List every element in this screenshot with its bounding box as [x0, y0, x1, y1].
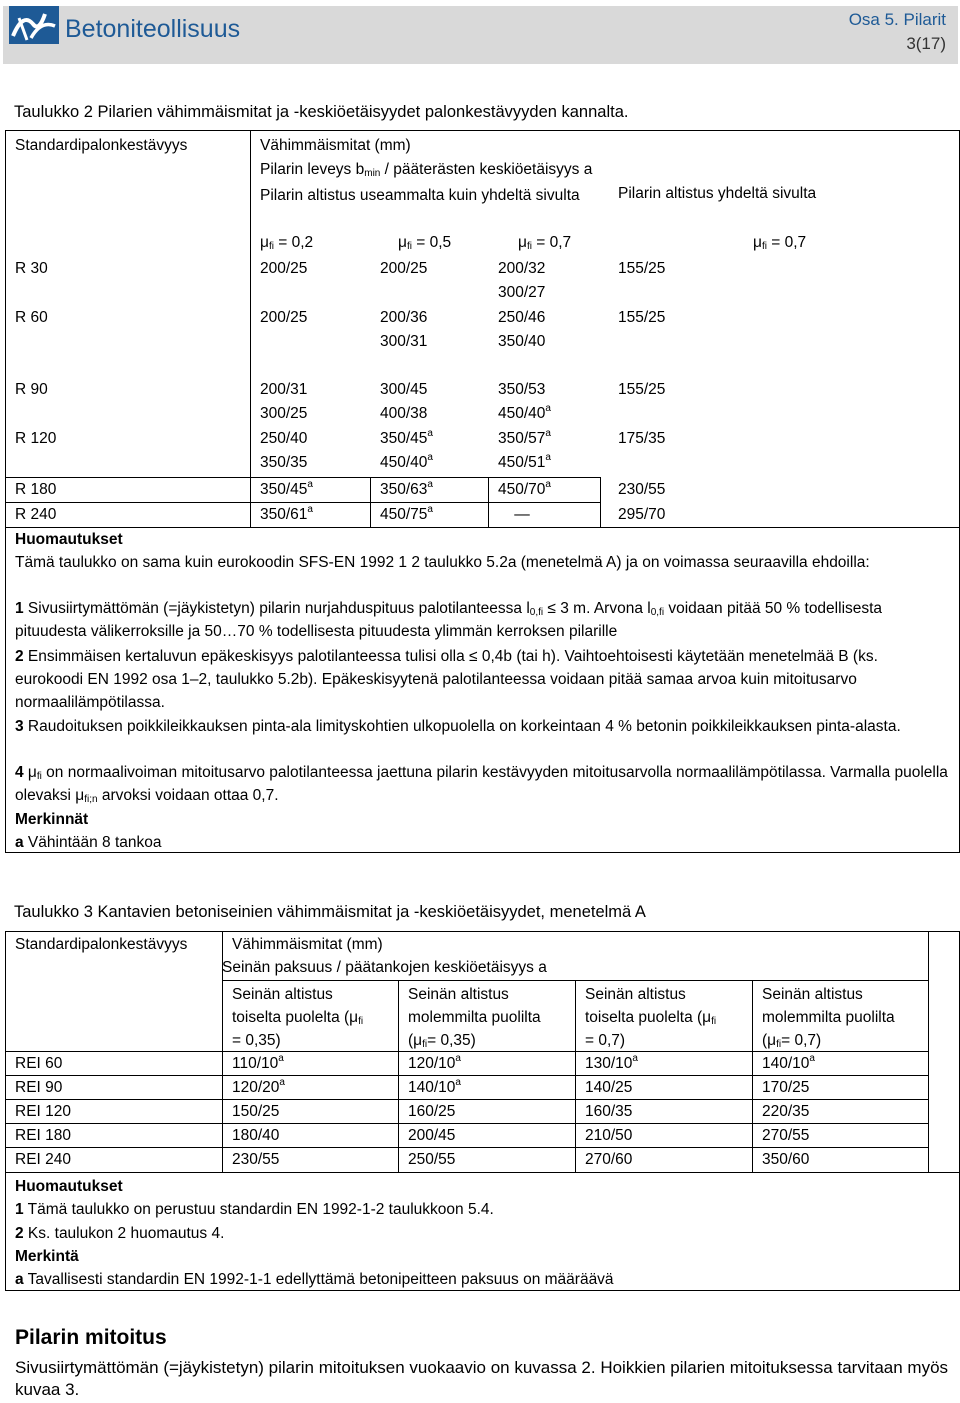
table3-cell: 170/25	[762, 1079, 810, 1096]
table3-row-label: REI 180	[15, 1127, 72, 1144]
brand-name: Betoniteollisuus	[65, 15, 241, 43]
table3-cell: 120/20$^a$	[232, 1077, 285, 1096]
table2-cell: 450/51$^a$	[498, 452, 551, 471]
table2-cell: 300/27	[498, 284, 546, 301]
table3-header-col3: Seinän altistus toiselta puolelta ($\mu_{fi}$ = 0,7)	[585, 986, 717, 1049]
table2-row-label: R 30	[15, 260, 48, 277]
table2-note-2: 2 Ensimmäisen kertaluvun epäkeskisyys palotilanteessa tulisi olla ≤ 0,4b (tai h). Vaihtoehtoisesti käytetään menetelmää B (ks. eurokoodi EN 1992 osa 1–2, taulukko 5.2b). Epäkeskisyytenä palotilanteessa voidaan pitää samaa arvoa kuin mitoitusarvo normaalilämpötilassa.	[15, 648, 878, 711]
table3-header-wall: Seinän paksuus / päätankojen keskiöetäisyys a	[222, 959, 547, 976]
table3-cell: 110/10$^a$	[232, 1053, 284, 1072]
table3-cell: 140/10$^a$	[762, 1053, 815, 1072]
table2-cell: 450/75$^a$	[380, 504, 433, 523]
table2-header-multi: Pilarin altistus useammalta kuin yhdeltä sivulta	[260, 187, 580, 204]
table2-header-single: Pilarin altistus yhdeltä sivulta	[618, 185, 817, 202]
table2-cell: 350/45$^a$	[260, 479, 313, 498]
table2-col-standard: Standardipalonkestävyys	[15, 137, 188, 154]
table3-header-col1: Seinän altistus toiselta puolelta ($\mu_{fi}$ = 0,35)	[232, 986, 364, 1049]
table2-row-label: R 240	[15, 506, 57, 523]
page-number: 3(17)	[906, 34, 946, 53]
table3-header-col2: Seinän altistus molemmilta puolilta $(\mu_{fi}= 0,35)$	[408, 986, 541, 1050]
table2-cell: 250/46	[498, 309, 546, 326]
table2-cell: 450/40$^a$	[498, 403, 551, 422]
table3-cell: 140/10$^a$	[408, 1077, 461, 1096]
table2-cell: 300/31	[380, 333, 428, 350]
table3-row-label: REI 60	[15, 1055, 63, 1072]
table2-note-1: 1 Sivusiirtymättömän (=jäykistetyn) pilarin nurjahduspituus palotilanteessa $l_{0,fi} \le 3$ m. Arvona $l_{0,fi}$ voidaan pitää 50 % todellisesta pituudesta välikerroksille ja 50…70 % todellisesta pituudesta ylimmän kerroksen pilarille	[15, 600, 883, 640]
table2-caption: Taulukko 2 Pilarien vähimmäismitat ja -keskiöetäisyydet palonkestävyyden kannalta.	[14, 103, 629, 121]
table2-note-intro: Tämä taulukko on sama kuin eurokoodin SFS-EN 1992 1 2 taulukko 5.2a (menetelmä A) ja on voimassa seuraavilla ehdoilla:	[15, 554, 870, 571]
table2-row-label: R 60	[15, 309, 48, 326]
table2	[5, 130, 960, 853]
section-heading: Pilarin mitoitus	[15, 1326, 167, 1349]
table2-cell: 450/40$^a$	[380, 452, 433, 471]
table2-mu-1: $\mu_{fi} = 0,2$	[260, 234, 314, 252]
table2-row-label: R 120	[15, 430, 57, 447]
table2-row-label: R 180	[15, 481, 57, 498]
section-title: Osa 5. Pilarit	[848, 10, 946, 29]
table3-cell: 350/60	[762, 1151, 810, 1168]
table2-cell: 200/25	[260, 309, 308, 326]
table2-notes-title: Huomautukset	[15, 531, 123, 548]
table2-mu-3: $\mu_{fi} = 0,7$	[518, 234, 572, 252]
table3-cell: 270/55	[762, 1127, 810, 1144]
table2-mu-2: $\mu_{fi} = 0,5$	[398, 234, 452, 252]
table3-cell: 210/50	[585, 1127, 633, 1144]
table3-row-label: REI 90	[15, 1079, 63, 1096]
table2-cell: 250/40	[260, 430, 308, 447]
table3-cell: 270/60	[585, 1151, 633, 1168]
table2-cell: 200/25	[260, 260, 308, 277]
table3-cell: 150/25	[232, 1103, 280, 1120]
table2-cell: 400/38	[380, 405, 428, 422]
table2-header-width: Pilarin leveys $b_{min}$ / pääterästen keskiöetäisyys a	[260, 161, 593, 179]
table2-cell: 350/63$^a$	[380, 479, 433, 498]
table3-cell: 250/55	[408, 1151, 456, 1168]
table3-note-2: 2 Ks. taulukon 2 huomautus 4.	[15, 1225, 225, 1242]
table2-cell: 350/53	[498, 381, 546, 398]
table3-notes-title: Huomautukset	[15, 1178, 123, 1195]
table3-cell: 180/40	[232, 1127, 280, 1144]
table2-cell: 350/40	[498, 333, 546, 350]
header-section-info	[849, 8, 946, 56]
table2-cell: 350/57$^a$	[498, 428, 551, 447]
table2-cell: 155/25	[618, 260, 666, 277]
table3-note-1: 1 Tämä taulukko on perustuu standardin EN 1992-1-2 taulukkoon 5.4.	[15, 1201, 494, 1218]
table3-col-standard: Standardipalonkestävyys	[15, 936, 188, 953]
table3-cell: 130/10$^a$	[585, 1053, 638, 1072]
table2-row-label: R 90	[15, 381, 48, 398]
table3-cell: 160/25	[408, 1103, 456, 1120]
table2-cell: 350/45$^a$	[380, 428, 433, 447]
table2-cell: 155/25	[618, 381, 666, 398]
section-body: Sivusiirtymättömän (=jäykistetyn) pilarin mitoituksen vuokaavio on kuvassa 2. Hoikkien pilarien mitoituksessa tarvitaan myös kuvaa 3.	[15, 1358, 949, 1399]
table3-header-min: Vähimmäismitat (mm)	[232, 936, 383, 953]
table3-cell: 140/25	[585, 1079, 633, 1096]
table3-cell: 160/35	[585, 1103, 633, 1120]
table2-note-3: 3 Raudoituksen poikkileikkauksen pinta-ala limityskohtien ulkopuolella on korkeintaan 4 % betonin poikkileikkauksen pinta-alasta.	[15, 718, 901, 735]
table2-header-min: Vähimmäismitat (mm)	[260, 137, 411, 154]
table3-mark-a: a Tavallisesti standardin EN 1992-1-1 edellyttämä betonipeitteen paksuus on määräävä	[15, 1271, 614, 1288]
table2-mark-a: a Vähintään 8 tankoa	[15, 834, 162, 851]
table2-marks-title: Merkinnät	[15, 811, 89, 828]
table3-mark-title: Merkintä	[15, 1248, 79, 1265]
table2-cell: 200/36	[380, 309, 428, 326]
table2-cell: 450/70$^a$	[498, 479, 551, 498]
table3-cell: 220/35	[762, 1103, 810, 1120]
table2-cell: 300/45	[380, 381, 428, 398]
table3-row-label: REI 240	[15, 1151, 72, 1168]
table3-cell: 200/45	[408, 1127, 456, 1144]
table2-cell: 300/25	[260, 405, 308, 422]
table2-cell: 295/70	[618, 506, 666, 523]
table3-cell: 120/10$^a$	[408, 1053, 461, 1072]
table3-cell: 230/55	[232, 1151, 280, 1168]
table2-cell: 350/35	[260, 454, 308, 471]
table3-caption: Taulukko 3 Kantavien betoniseinien vähimmäismitat ja -keskiöetäisyydet, menetelmä A	[14, 903, 646, 921]
table2-cell: 155/25	[618, 309, 666, 326]
table3-header-col4: Seinän altistus molemmilta puolilta $(\mu_{fi}= 0,7)$	[762, 986, 895, 1050]
table2-cell: 200/25	[380, 260, 428, 277]
table2-cell: 350/61$^a$	[260, 504, 313, 523]
table2-cell-dash: —	[514, 506, 530, 523]
company-logo-icon	[9, 6, 59, 44]
table3-row-label: REI 120	[15, 1103, 72, 1120]
table2-note-4: 4 $\mu_{fi}$ on normaalivoiman mitoitusarvo palotilanteessa jaettuna pilarin kestävyyden mitoitusarvolla normaalilämpötilassa. Varmalla puolella olevaksi $\mu_{fi;n}$ arvoksi voidaan ottaa 0,7.	[15, 764, 948, 805]
table2-cell: 200/32	[498, 260, 546, 277]
table2-cell: 175/35	[618, 430, 666, 447]
table2-mu-4: $\mu_{fi} = 0,7$	[753, 234, 807, 252]
table2-cell: 200/31	[260, 381, 308, 398]
table2-cell: 230/55	[618, 481, 666, 498]
